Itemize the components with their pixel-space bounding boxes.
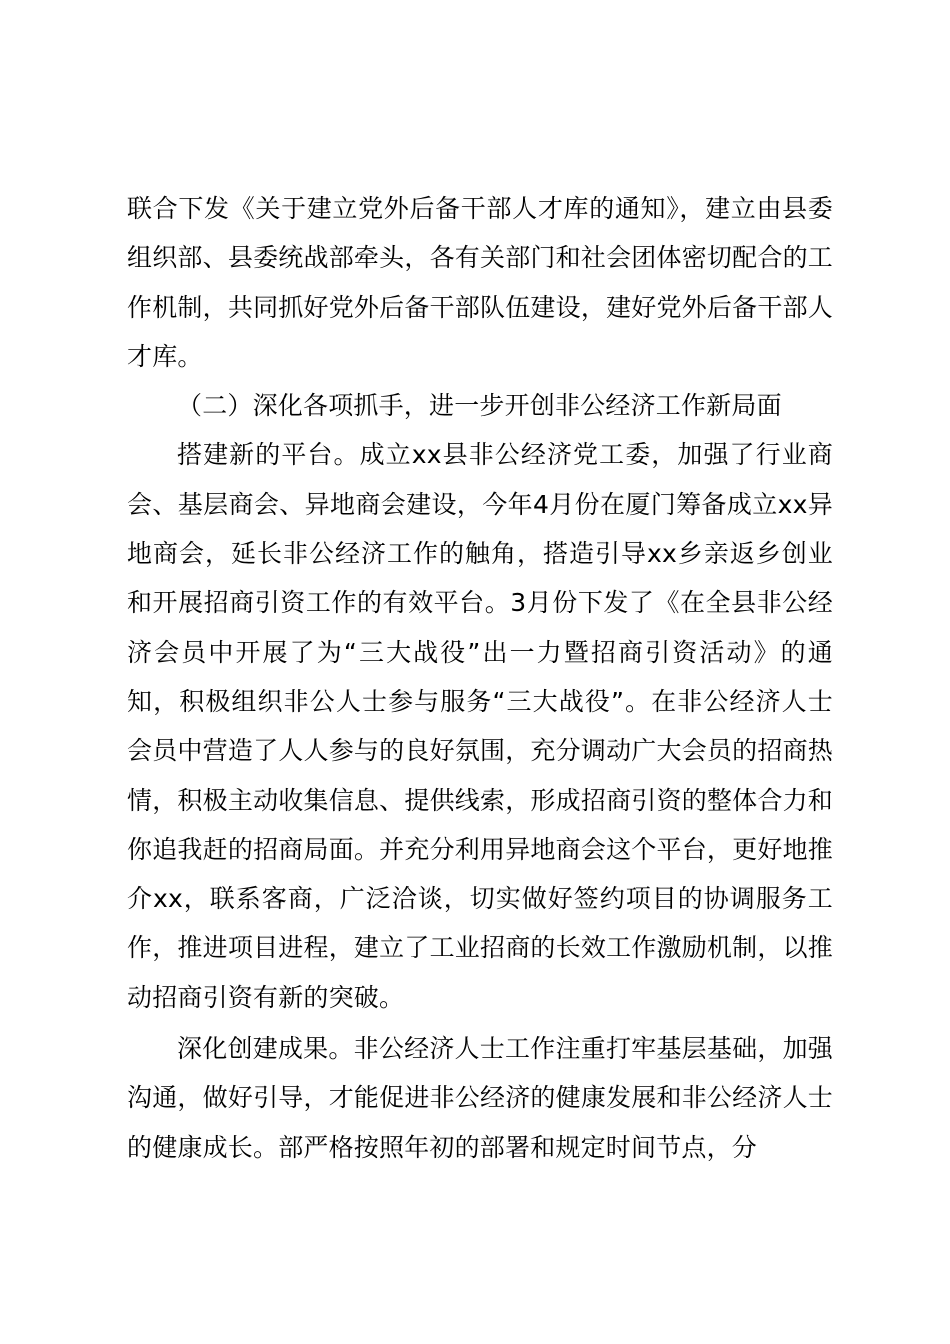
section-heading-2: （二）深化各项抓手，进一步开创非公经济工作新局面 [177, 391, 782, 421]
paragraph-new-platform: 搭建新的平台。成立xx县非公经济党工委，加强了行业商会、基层商会、异地商会建设，今年4月份在厦门筹备成立xx异地商会，延长非公经济工作的触角，搭造引导xx乡亲返乡创业和开展招商引资工作的有效平台。3月份下发了《在全县非公经济会员中开展了为“三大战役”出一力暨招商引资活动》的通知，积极组织非公人士参与服务“三大战役”。在非公经济人士会员中营造了人人参与的良好氛围，充分调动广大会员的招商热情，积极主动收集信息、提供线索，形成招商引资的整体合力和你追我赶的招商局面。并充分利用异地商会这个平台，更好地推介xx，联系客商，广泛洽谈，切实做好签约项目的协调服务工作，推进项目进程，建立了工业招商的长效工作激励机制，以推动招商引资有新的突破。 [127, 440, 833, 1012]
paragraph-deepen-results: 深化创建成果。非公经济人士工作注重打牢基层基础，加强沟通，做好引导，才能促进非公经济的健康发展和非公经济人士的健康成长。部严格按照年初的部署和规定时间节点，分 [127, 1034, 833, 1162]
document-body [127, 184, 833, 1172]
paragraph-talent-pool: 联合下发《关于建立党外后备干部人才库的通知》，建立由县委组织部、县委统战部牵头，各有关部门和社会团体密切配合的工作机制，共同抓好党外后备干部队伍建设，建好党外后备干部人才库。 [127, 194, 833, 371]
